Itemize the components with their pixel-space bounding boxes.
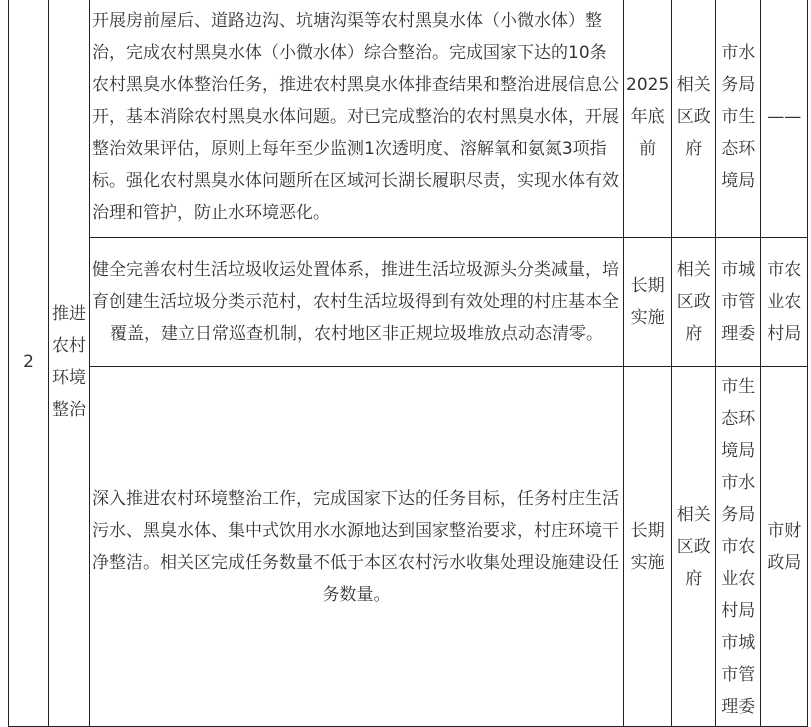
- content-cell: 健全完善农村生活垃圾收运处置体系，推进生活垃圾源头分类减量，培育创建生活垃圾分类示范村，农村生活垃圾得到有效处理的村庄基本全覆盖，建立日常巡查机制，农村地区非正规垃圾堆放点动态清零。: [90, 238, 624, 367]
- lead-unit-cell: 相关区政府: [672, 0, 716, 238]
- responsible-unit-cell: 市城市管理委: [716, 238, 761, 367]
- category-cell: 推进农村环境整治: [49, 0, 90, 727]
- lead-unit-cell: 相关区政府: [672, 238, 716, 367]
- responsible-unit-cell: 市水务局市生态环境局: [716, 0, 761, 238]
- deadline-cell: 长期实施: [624, 238, 672, 367]
- task-table: [8, 0, 808, 727]
- content-cell: 开展房前屋后、道路边沟、坑塘沟渠等农村黑臭水体（小微水体）整治，完成农村黑臭水体（小微水体）综合整治。完成国家下达的10条农村黑臭水体整治任务，推进农村黑臭水体排查结果和整治进展信息公开，基本消除农村黑臭水体问题。对已完成整治的农村黑臭水体，开展整治效果评估，原则上每年至少监测1次透明度、溶解氧和氨氮3项指标。强化农村黑臭水体问题所在区域河长湖长履职尽责，实现水体有效治理和管护，防止水环境恶化。: [90, 0, 624, 238]
- table-row: [9, 367, 808, 727]
- cooperating-unit-cell: 市农业农村局: [761, 238, 808, 367]
- responsible-unit-cell: 市生态环境局市水务局市农业农村局市城市管理委: [716, 367, 761, 727]
- deadline-cell: 2025年底前: [624, 0, 672, 238]
- table-row: [9, 0, 808, 238]
- table-row: [9, 238, 808, 367]
- cooperating-unit-cell: 市财政局: [761, 367, 808, 727]
- cooperating-unit-cell: ——: [761, 0, 808, 238]
- row-index-cell: 2: [9, 0, 49, 727]
- deadline-cell: 长期实施: [624, 367, 672, 727]
- lead-unit-cell: 相关区政府: [672, 367, 716, 727]
- content-cell: 深入推进农村环境整治工作，完成国家下达的任务目标，任务村庄生活污水、黑臭水体、集中式饮用水水源地达到国家整治要求，村庄环境干净整洁。相关区完成任务数量不低于本区农村污水收集处理设施建设任务数量。: [90, 367, 624, 727]
